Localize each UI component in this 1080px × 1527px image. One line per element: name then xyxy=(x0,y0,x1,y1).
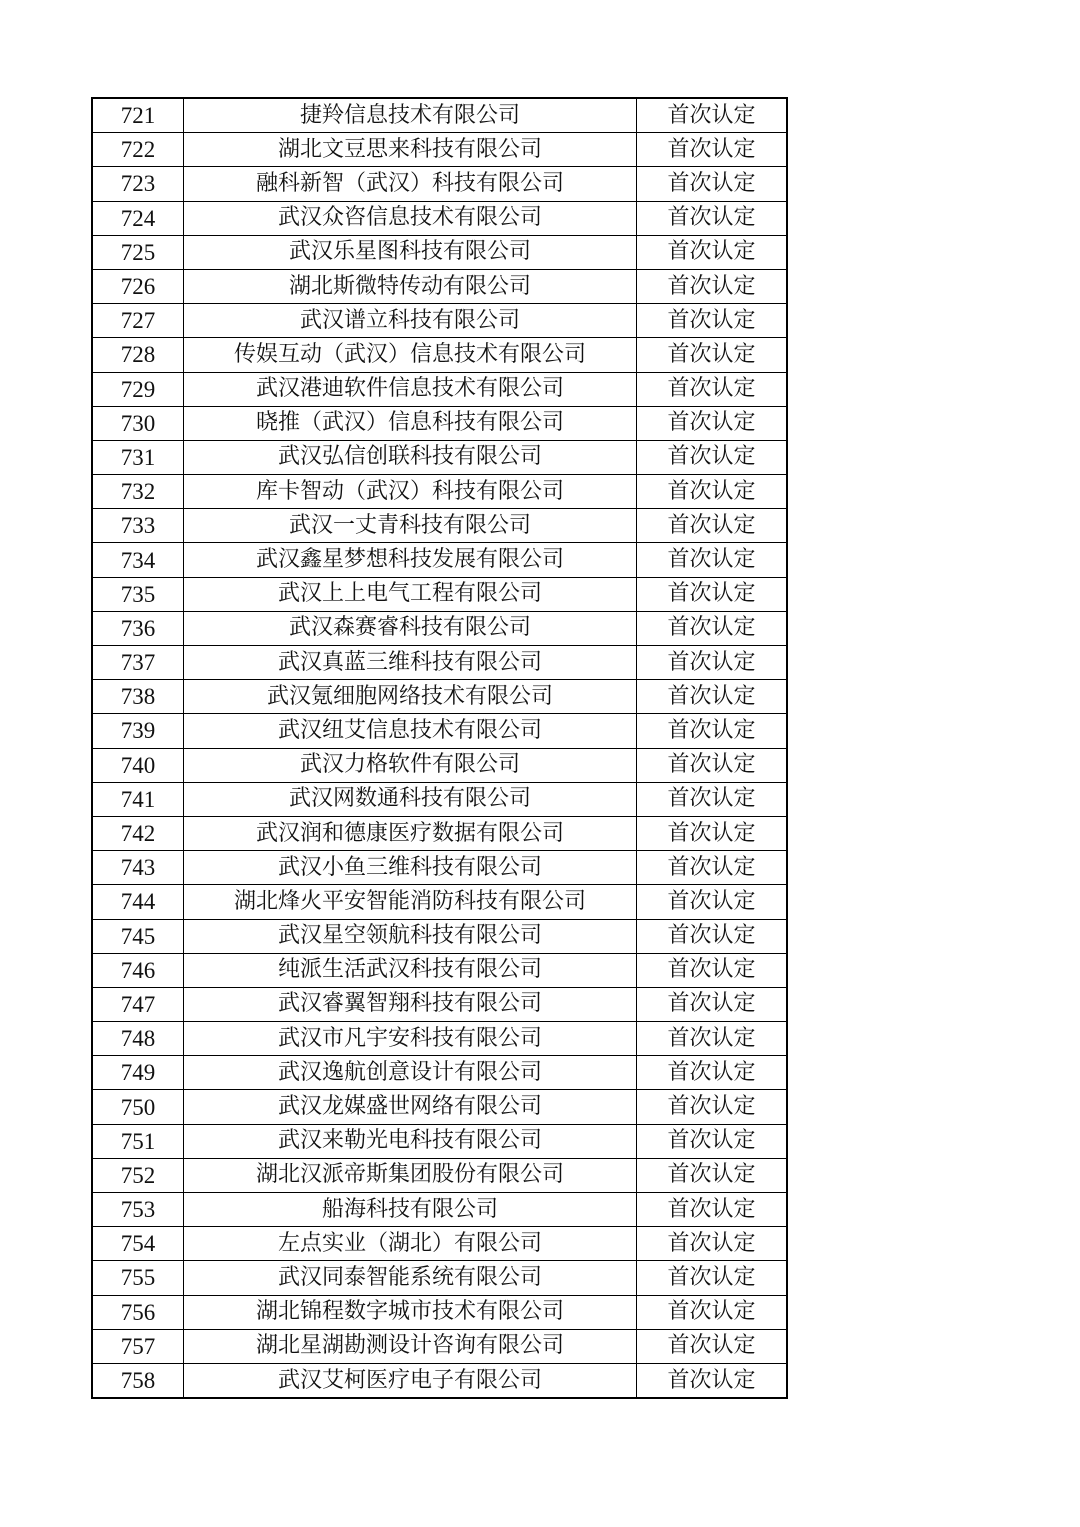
company-name-cell: 武汉小鱼三维科技有限公司 xyxy=(184,851,637,885)
table-row xyxy=(92,235,787,269)
status-cell: 首次认定 xyxy=(637,509,788,543)
status-cell: 首次认定 xyxy=(637,269,788,303)
company-name-cell: 武汉纽艾信息技术有限公司 xyxy=(184,714,637,748)
status-cell: 首次认定 xyxy=(637,714,788,748)
table-row xyxy=(92,987,787,1021)
row-number-cell: 729 xyxy=(92,372,184,406)
table-row xyxy=(92,167,787,201)
table-row xyxy=(92,201,787,235)
row-number-cell: 742 xyxy=(92,816,184,850)
table-body xyxy=(92,98,787,1398)
company-name-cell: 武汉润和德康医疗数据有限公司 xyxy=(184,816,637,850)
status-cell: 首次认定 xyxy=(637,543,788,577)
table-row xyxy=(92,680,787,714)
row-number-cell: 722 xyxy=(92,133,184,167)
status-cell: 首次认定 xyxy=(637,816,788,850)
row-number-cell: 748 xyxy=(92,1022,184,1056)
status-cell: 首次认定 xyxy=(637,372,788,406)
table-row xyxy=(92,1158,787,1192)
table-row xyxy=(92,98,787,133)
company-name-cell: 武汉星空领航科技有限公司 xyxy=(184,919,637,953)
company-name-cell: 武汉上上电气工程有限公司 xyxy=(184,577,637,611)
company-name-cell: 武汉一丈青科技有限公司 xyxy=(184,509,637,543)
company-name-cell: 武汉市凡宇安科技有限公司 xyxy=(184,1022,637,1056)
table-row xyxy=(92,269,787,303)
row-number-cell: 740 xyxy=(92,748,184,782)
status-cell: 首次认定 xyxy=(637,98,788,133)
row-number-cell: 737 xyxy=(92,646,184,680)
row-number-cell: 756 xyxy=(92,1295,184,1329)
company-name-cell: 湖北烽火平安智能消防科技有限公司 xyxy=(184,885,637,919)
table-row xyxy=(92,782,787,816)
company-name-cell: 武汉真蓝三维科技有限公司 xyxy=(184,646,637,680)
company-name-cell: 武汉弘信创联科技有限公司 xyxy=(184,440,637,474)
company-name-cell: 武汉氪细胞网络技术有限公司 xyxy=(184,680,637,714)
table-row xyxy=(92,304,787,338)
company-name-cell: 武汉逸航创意设计有限公司 xyxy=(184,1056,637,1090)
row-number-cell: 733 xyxy=(92,509,184,543)
status-cell: 首次认定 xyxy=(637,1227,788,1261)
status-cell: 首次认定 xyxy=(637,680,788,714)
status-cell: 首次认定 xyxy=(637,1261,788,1295)
status-cell: 首次认定 xyxy=(637,577,788,611)
status-cell: 首次认定 xyxy=(637,1193,788,1227)
table-row xyxy=(92,919,787,953)
row-number-cell: 735 xyxy=(92,577,184,611)
table-row xyxy=(92,1363,787,1398)
company-name-cell: 湖北文豆思来科技有限公司 xyxy=(184,133,637,167)
company-name-cell: 武汉力格软件有限公司 xyxy=(184,748,637,782)
status-cell: 首次认定 xyxy=(637,646,788,680)
status-cell: 首次认定 xyxy=(637,1329,788,1363)
row-number-cell: 744 xyxy=(92,885,184,919)
company-name-cell: 湖北斯微特传动有限公司 xyxy=(184,269,637,303)
status-cell: 首次认定 xyxy=(637,406,788,440)
table-row xyxy=(92,577,787,611)
company-name-cell: 融科新智（武汉）科技有限公司 xyxy=(184,167,637,201)
table-row xyxy=(92,509,787,543)
table-row xyxy=(92,133,787,167)
status-cell: 首次认定 xyxy=(637,1124,788,1158)
company-name-cell: 湖北锦程数字城市技术有限公司 xyxy=(184,1295,637,1329)
company-name-cell: 武汉艾柯医疗电子有限公司 xyxy=(184,1363,637,1398)
company-name-cell: 武汉来勒光电科技有限公司 xyxy=(184,1124,637,1158)
company-name-cell: 武汉龙媒盛世网络有限公司 xyxy=(184,1090,637,1124)
row-number-cell: 752 xyxy=(92,1158,184,1192)
table-row xyxy=(92,1090,787,1124)
company-name-cell: 武汉睿翼智翔科技有限公司 xyxy=(184,987,637,1021)
row-number-cell: 724 xyxy=(92,201,184,235)
status-cell: 首次认定 xyxy=(637,1295,788,1329)
table-row xyxy=(92,406,787,440)
company-name-cell: 武汉乐星图科技有限公司 xyxy=(184,235,637,269)
table-row xyxy=(92,440,787,474)
company-name-cell: 武汉港迪软件信息技术有限公司 xyxy=(184,372,637,406)
row-number-cell: 726 xyxy=(92,269,184,303)
row-number-cell: 741 xyxy=(92,782,184,816)
status-cell: 首次认定 xyxy=(637,475,788,509)
row-number-cell: 746 xyxy=(92,953,184,987)
table-row xyxy=(92,543,787,577)
status-cell: 首次认定 xyxy=(637,304,788,338)
company-name-cell: 船海科技有限公司 xyxy=(184,1193,637,1227)
company-name-cell: 传娱互动（武汉）信息技术有限公司 xyxy=(184,338,637,372)
table-row xyxy=(92,1056,787,1090)
row-number-cell: 731 xyxy=(92,440,184,474)
status-cell: 首次认定 xyxy=(637,1056,788,1090)
row-number-cell: 747 xyxy=(92,987,184,1021)
row-number-cell: 739 xyxy=(92,714,184,748)
company-list-table xyxy=(91,97,788,1399)
status-cell: 首次认定 xyxy=(637,235,788,269)
row-number-cell: 738 xyxy=(92,680,184,714)
status-cell: 首次认定 xyxy=(637,851,788,885)
row-number-cell: 745 xyxy=(92,919,184,953)
company-name-cell: 武汉众咨信息技术有限公司 xyxy=(184,201,637,235)
table-row xyxy=(92,1124,787,1158)
status-cell: 首次认定 xyxy=(637,1090,788,1124)
row-number-cell: 721 xyxy=(92,98,184,133)
row-number-cell: 749 xyxy=(92,1056,184,1090)
status-cell: 首次认定 xyxy=(637,167,788,201)
table-row xyxy=(92,1261,787,1295)
table-row xyxy=(92,338,787,372)
status-cell: 首次认定 xyxy=(637,1022,788,1056)
company-name-cell: 武汉网数通科技有限公司 xyxy=(184,782,637,816)
table-row xyxy=(92,1193,787,1227)
row-number-cell: 750 xyxy=(92,1090,184,1124)
company-name-cell: 武汉同泰智能系统有限公司 xyxy=(184,1261,637,1295)
table-row xyxy=(92,816,787,850)
table-row xyxy=(92,372,787,406)
row-number-cell: 728 xyxy=(92,338,184,372)
status-cell: 首次认定 xyxy=(637,987,788,1021)
company-name-cell: 左点实业（湖北）有限公司 xyxy=(184,1227,637,1261)
row-number-cell: 751 xyxy=(92,1124,184,1158)
table-row xyxy=(92,475,787,509)
status-cell: 首次认定 xyxy=(637,748,788,782)
company-name-cell: 武汉鑫星梦想科技发展有限公司 xyxy=(184,543,637,577)
row-number-cell: 754 xyxy=(92,1227,184,1261)
row-number-cell: 727 xyxy=(92,304,184,338)
row-number-cell: 755 xyxy=(92,1261,184,1295)
table-row xyxy=(92,953,787,987)
row-number-cell: 758 xyxy=(92,1363,184,1398)
row-number-cell: 723 xyxy=(92,167,184,201)
company-name-cell: 纯派生活武汉科技有限公司 xyxy=(184,953,637,987)
status-cell: 首次认定 xyxy=(637,885,788,919)
row-number-cell: 743 xyxy=(92,851,184,885)
row-number-cell: 736 xyxy=(92,611,184,645)
company-name-cell: 湖北汉派帝斯集团股份有限公司 xyxy=(184,1158,637,1192)
company-name-cell: 湖北星湖勘测设计咨询有限公司 xyxy=(184,1329,637,1363)
status-cell: 首次认定 xyxy=(637,919,788,953)
table-row xyxy=(92,646,787,680)
row-number-cell: 732 xyxy=(92,475,184,509)
row-number-cell: 725 xyxy=(92,235,184,269)
status-cell: 首次认定 xyxy=(637,338,788,372)
status-cell: 首次认定 xyxy=(637,953,788,987)
status-cell: 首次认定 xyxy=(637,1158,788,1192)
table-row xyxy=(92,611,787,645)
company-name-cell: 库卡智动（武汉）科技有限公司 xyxy=(184,475,637,509)
table-row xyxy=(92,851,787,885)
table-row xyxy=(92,885,787,919)
status-cell: 首次认定 xyxy=(637,133,788,167)
table-row xyxy=(92,1329,787,1363)
table-row xyxy=(92,1227,787,1261)
company-name-cell: 武汉森赛睿科技有限公司 xyxy=(184,611,637,645)
table-row xyxy=(92,748,787,782)
company-name-cell: 捷羚信息技术有限公司 xyxy=(184,98,637,133)
table-row xyxy=(92,1295,787,1329)
row-number-cell: 730 xyxy=(92,406,184,440)
status-cell: 首次认定 xyxy=(637,611,788,645)
company-name-cell: 晓推（武汉）信息科技有限公司 xyxy=(184,406,637,440)
status-cell: 首次认定 xyxy=(637,440,788,474)
row-number-cell: 757 xyxy=(92,1329,184,1363)
row-number-cell: 734 xyxy=(92,543,184,577)
row-number-cell: 753 xyxy=(92,1193,184,1227)
company-name-cell: 武汉谱立科技有限公司 xyxy=(184,304,637,338)
status-cell: 首次认定 xyxy=(637,1363,788,1398)
status-cell: 首次认定 xyxy=(637,201,788,235)
table-row xyxy=(92,714,787,748)
status-cell: 首次认定 xyxy=(637,782,788,816)
table-row xyxy=(92,1022,787,1056)
